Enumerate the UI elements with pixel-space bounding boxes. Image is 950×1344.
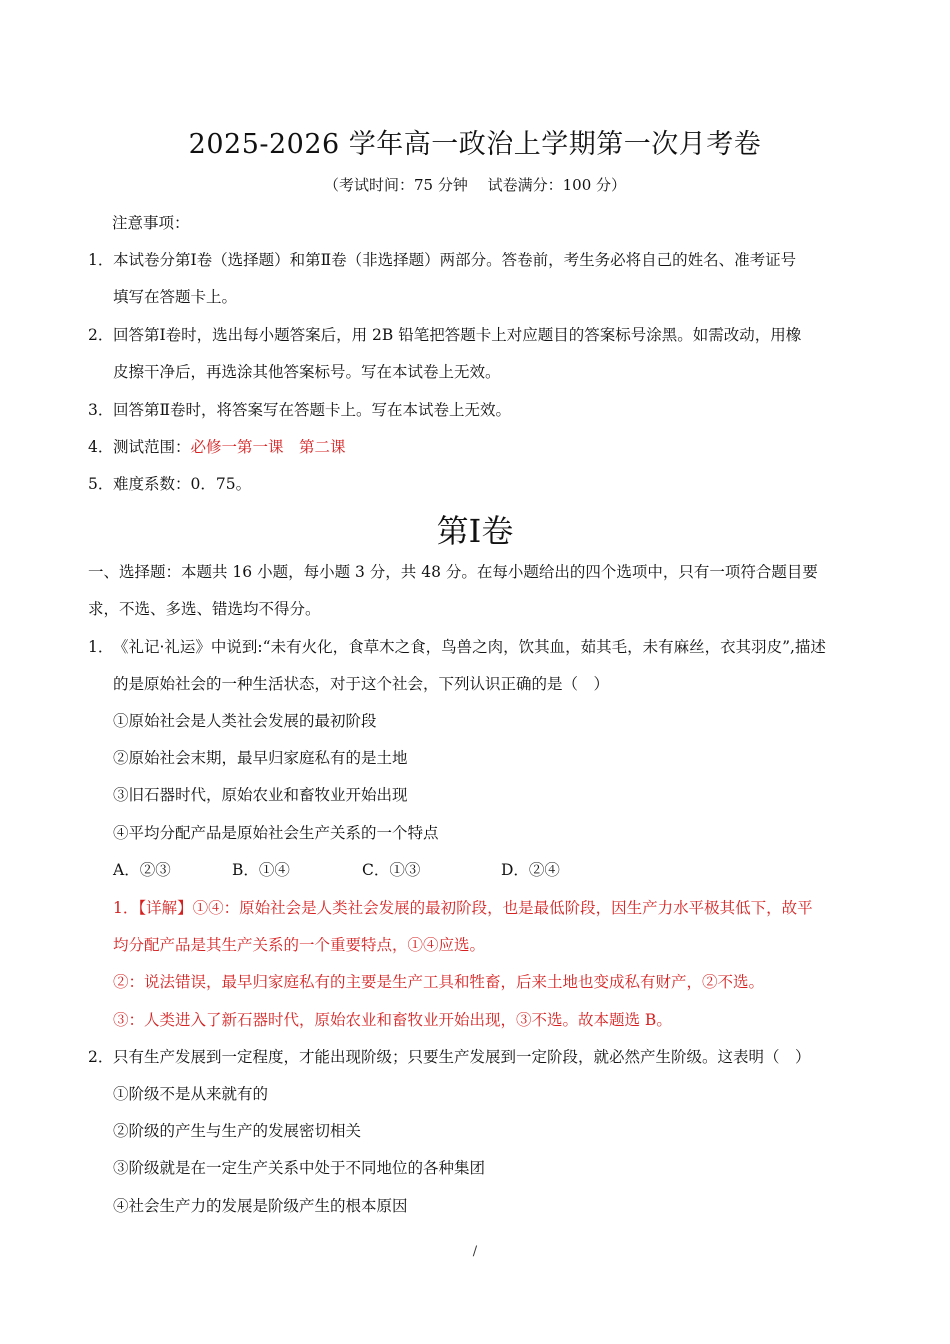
statement: ④社会生产力的发展是阶级产生的根本原因 — [113, 1197, 408, 1215]
note-1-cont: 填写在答题卡上。 — [113, 288, 238, 306]
option-d[interactable]: D．②④ — [501, 861, 560, 879]
part-instructions: 一、选择题：本题共 16 小题，每小题 3 分，共 48 分。在每小题给出的四个选项中，只有一项符合题目要 — [88, 563, 818, 581]
note-text: 难度系数：0．75。 — [113, 475, 252, 493]
statement: ①阶级不是从来就有的 — [113, 1085, 269, 1103]
note-number: 4． — [88, 438, 114, 456]
section-title: 第Ⅰ卷 — [436, 512, 514, 550]
note-number: 2． — [88, 326, 114, 344]
note-1 — [88, 250, 796, 270]
option-a[interactable]: A．②③ — [113, 861, 171, 879]
question-number: 1． — [88, 638, 114, 656]
statement: ②阶级的产生与生产的发展密切相关 — [113, 1122, 362, 1140]
note-text: 本试卷分第Ⅰ卷（选择题）和第Ⅱ卷（非选择题）两部分。答卷前，考生务必将自己的姓名、准考证号 — [113, 251, 797, 269]
notes-heading: 注意事项： — [112, 214, 190, 232]
note-3 — [88, 400, 511, 420]
exam-subtitle: （考试时间：75 分钟 试卷满分：100 分） — [323, 176, 627, 194]
question-stem: 只有生产发展到一定程度，才能出现阶级；只要生产发展到一定阶段，就必然产生阶级。这表明（ ） — [113, 1048, 811, 1066]
statement: ①原始社会是人类社会发展的最初阶段 — [113, 712, 377, 730]
note-2 — [88, 325, 801, 345]
exam-title: 2025-2026 学年高一政治上学期第一次月考卷 — [188, 129, 762, 160]
question-1-cont: 的是原始社会的一种生活状态，对于这个社会，下列认识正确的是（ ） — [113, 675, 610, 693]
statement: ②原始社会末期，最早归家庭私有的是土地 — [113, 749, 408, 767]
question-1 — [88, 637, 826, 657]
question-stem: 《礼记·礼运》中说到:“未有火化，食草木之食，鸟兽之肉，饮其血，茹其毛，未有麻丝，衣其羽皮”,描述 — [113, 638, 826, 656]
note-number: 3． — [88, 401, 114, 419]
note-text: 回答第Ⅰ卷时，选出每小题答案后，用 2B 铅笔把答题卡上对应题目的答案标号涂黑。如需改动，用橡 — [113, 326, 802, 344]
question-2 — [88, 1047, 811, 1067]
option-b[interactable]: B．①④ — [232, 861, 290, 879]
statement: ④平均分配产品是原始社会生产关系的一个特点 — [113, 824, 439, 842]
question-1-options — [113, 860, 560, 880]
answer-explanation: 均分配产品是其生产关系的一个重要特点，①④应选。 — [113, 936, 486, 954]
part-instructions-cont: 求，不选、多选、错选均不得分。 — [88, 600, 321, 618]
answer-explanation: 1．【详解】①④：原始社会是人类社会发展的最初阶段，也是最低阶段，因生产力水平极其低下，故平 — [113, 899, 813, 917]
option-c[interactable]: C．①③ — [362, 861, 421, 879]
note-label: 测试范围： — [113, 438, 191, 456]
answer-explanation: ③：人类进入了新石器时代，原始农业和畜牧业开始出现，③不选。故本题选 B。 — [113, 1011, 672, 1029]
statement: ③阶级就是在一定生产关系中处于不同地位的各种集团 — [113, 1159, 486, 1177]
test-scope: 必修一第一课 第二课 — [190, 438, 346, 456]
question-number: 2． — [88, 1048, 114, 1066]
note-number: 1． — [88, 251, 114, 269]
answer-explanation: ②：说法错误，最早归家庭私有的主要是生产工具和牲畜，后来土地也变成私有财产，②不选。 — [113, 973, 765, 991]
note-4 — [88, 437, 346, 457]
statement: ③旧石器时代，原始农业和畜牧业开始出现 — [113, 786, 408, 804]
note-2-cont: 皮擦干净后，再选涂其他答案标号。写在本试卷上无效。 — [113, 363, 501, 381]
page-footer: / — [472, 1244, 478, 1259]
note-5 — [88, 474, 251, 494]
note-number: 5． — [88, 475, 114, 493]
note-text: 回答第Ⅱ卷时，将答案写在答题卡上。写在本试卷上无效。 — [113, 401, 512, 419]
